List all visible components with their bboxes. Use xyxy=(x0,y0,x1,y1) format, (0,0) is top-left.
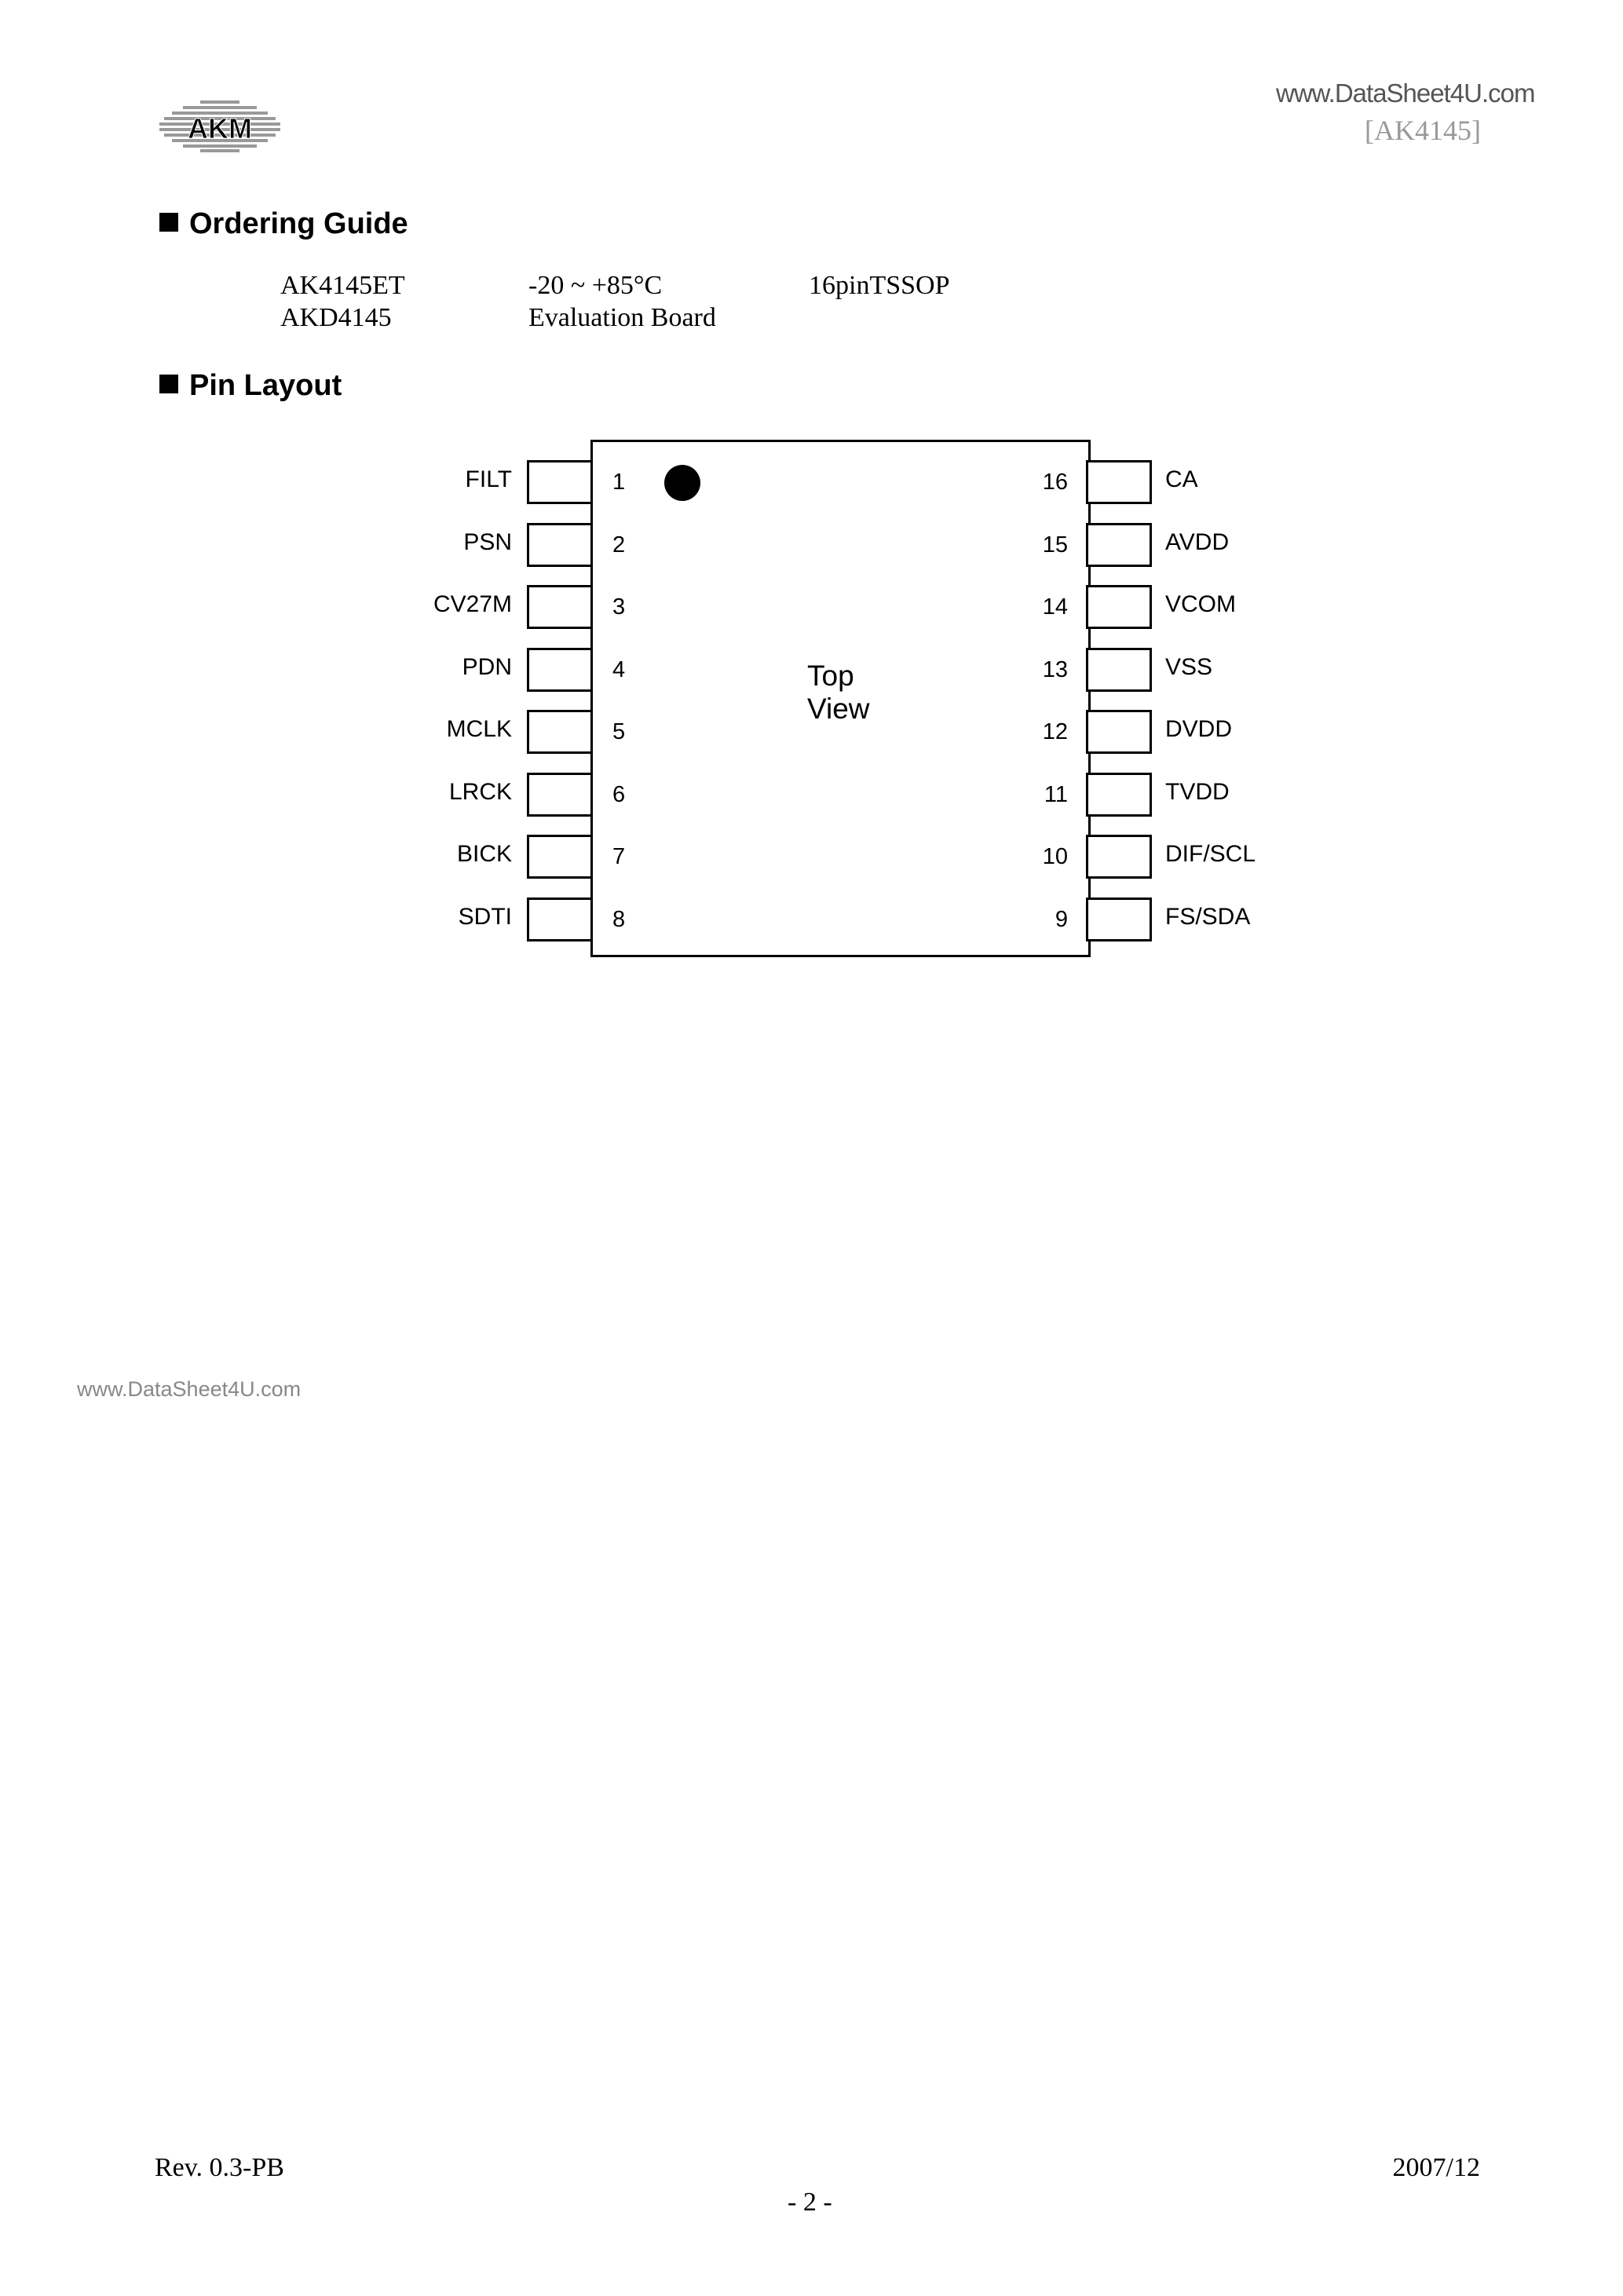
pin-lead xyxy=(1086,648,1152,692)
pin-name: CV27M xyxy=(433,591,512,617)
pin-layout-heading xyxy=(159,369,342,403)
heading-text: Pin Layout xyxy=(189,369,342,402)
watermark-header[interactable]: www.DataSheet4U.com xyxy=(1276,79,1535,108)
pin1-marker-dot xyxy=(664,465,700,501)
pin-name: DVDD xyxy=(1165,716,1233,742)
pin-lead xyxy=(527,648,593,692)
ordering-package: 16pinTSSOP xyxy=(809,271,950,300)
pin-lead xyxy=(527,460,593,504)
pin-number: 14 xyxy=(1042,594,1068,620)
pin-name: FILT xyxy=(465,466,512,492)
pin-name: FS/SDA xyxy=(1165,903,1251,930)
footer-date: 2007/12 xyxy=(1392,2153,1480,2182)
pin-lead xyxy=(1086,523,1152,567)
pin-name: SDTI xyxy=(458,903,512,930)
ordering-spec: -20 ~ +85°C xyxy=(528,271,663,300)
pin-number: 6 xyxy=(612,781,626,807)
ordering-part: AKD4145 xyxy=(280,303,392,332)
pin-lead xyxy=(527,835,593,879)
ordering-spec: Evaluation Board xyxy=(528,303,716,332)
pin-lead xyxy=(527,773,593,817)
pin-number: 1 xyxy=(612,470,626,495)
pin-lead xyxy=(527,898,593,941)
pin-number: 15 xyxy=(1042,532,1068,558)
pin-name: MCLK xyxy=(446,716,512,742)
pin-name: LRCK xyxy=(448,778,512,805)
pin-lead xyxy=(1086,835,1152,879)
pin-name: VSS xyxy=(1165,653,1213,680)
bullet-square-icon xyxy=(159,213,178,232)
pin-number: 9 xyxy=(1055,906,1068,932)
footer-revision: Rev. 0.3-PB xyxy=(155,2153,284,2182)
footer-page-number: - 2 - xyxy=(788,2188,832,2217)
ordering-part: AK4145ET xyxy=(280,271,405,300)
pin-lead xyxy=(1086,898,1152,941)
pin-lead xyxy=(527,710,593,754)
pin-number: 5 xyxy=(612,719,626,744)
pin-name: BICK xyxy=(456,841,512,867)
pin-number: 4 xyxy=(612,656,626,682)
pin-number: 12 xyxy=(1042,719,1068,744)
pin-number: 13 xyxy=(1042,656,1068,682)
svg-text:AKM: AKM xyxy=(188,112,252,144)
pin-number: 8 xyxy=(612,906,626,932)
document-code: [AK4145] xyxy=(1365,115,1481,146)
pin-lead xyxy=(1086,460,1152,504)
pin-number: 11 xyxy=(1044,781,1068,807)
pin-lead xyxy=(527,585,593,629)
pin-number: 16 xyxy=(1042,470,1068,495)
pin-lead xyxy=(527,523,593,567)
pin-name: VCOM xyxy=(1165,591,1236,617)
pin-lead xyxy=(1086,585,1152,629)
pin-name: PDN xyxy=(462,653,512,680)
top-view-label xyxy=(807,660,870,726)
pin-number: 3 xyxy=(612,594,626,620)
ordering-guide-heading xyxy=(159,207,408,241)
bullet-square-icon xyxy=(159,375,178,393)
pin-name: CA xyxy=(1165,466,1198,492)
pin-name: TVDD xyxy=(1165,778,1230,805)
pin-number: 10 xyxy=(1042,844,1068,869)
pin-number: 7 xyxy=(612,844,626,869)
pin-name: PSN xyxy=(463,528,512,555)
pin-lead xyxy=(1086,710,1152,754)
akm-logo xyxy=(155,99,285,154)
heading-text: Ordering Guide xyxy=(189,207,408,240)
pin-name: DIF/SCL xyxy=(1165,841,1256,867)
pin-number: 2 xyxy=(612,532,626,558)
watermark-side[interactable]: www.DataSheet4U.com xyxy=(77,1377,302,1401)
top-view-line1: Top xyxy=(807,660,854,692)
pin-lead xyxy=(1086,773,1152,817)
pin-name: AVDD xyxy=(1165,528,1230,555)
top-view-line2: View xyxy=(807,693,870,725)
